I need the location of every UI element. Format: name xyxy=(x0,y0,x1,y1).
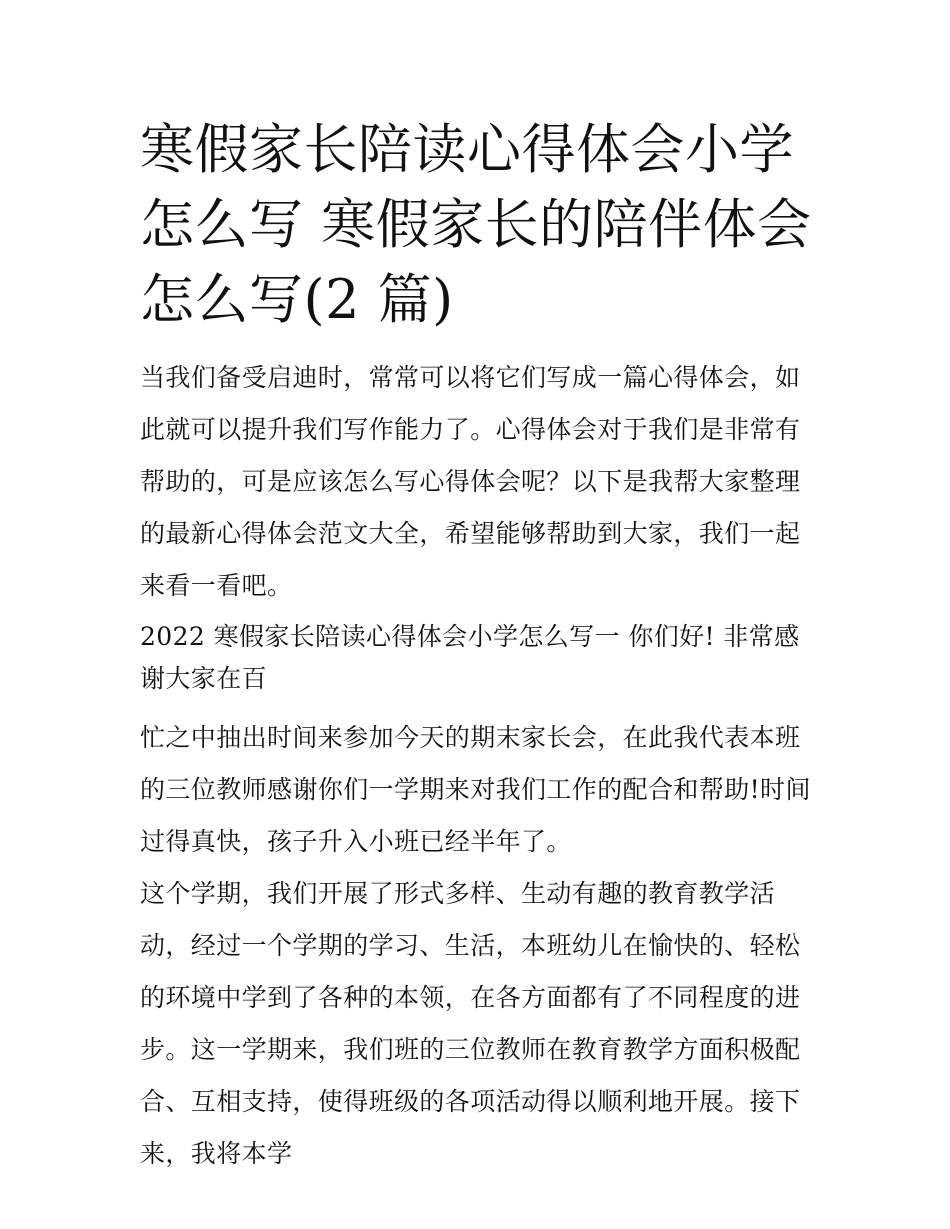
body-paragraph-1: 忙之中抽出时间来参加今天的期末家长会，在此我代表本班的三位教师感谢你们一学期来对我们工作的配合和帮助!时间过得真快，孩子升入小班已经半年了。 xyxy=(140,723,811,856)
document-title: 寒假家长陪读心得体会小学怎么写 寒假家长的陪伴体会怎么写(2 篇) xyxy=(140,118,812,331)
intro-paragraph: 当我们备受启迪时，常常可以将它们写成一篇心得体会，如此就可以提升我们写作能力了。心得体会对于我们是非常有帮助的，可是应该怎么写心得体会呢？以下是我帮大家整理的最新心得体会范文大全，希望能够帮助到大家，我们一起来看一看吧。 xyxy=(140,363,801,600)
section-heading-paragraph: 2022 寒假家长陪读心得体会小学怎么写一 你们好! 非常感谢大家在百 xyxy=(140,622,800,693)
body-paragraph-2: 这个学期，我们开展了形式多样、生动有趣的教育教学活动，经过一个学期的学习、生活，本班幼儿在愉快的、轻松的环境中学到了各种的本领，在各方面都有了不同程度的进步。这一学期来，我们班的三位教师在教育教学方面积极配合、互相支持，使得班级的各项活动得以顺利地开展。接下来，我将本学 xyxy=(140,879,801,1168)
document-body xyxy=(140,352,820,1180)
